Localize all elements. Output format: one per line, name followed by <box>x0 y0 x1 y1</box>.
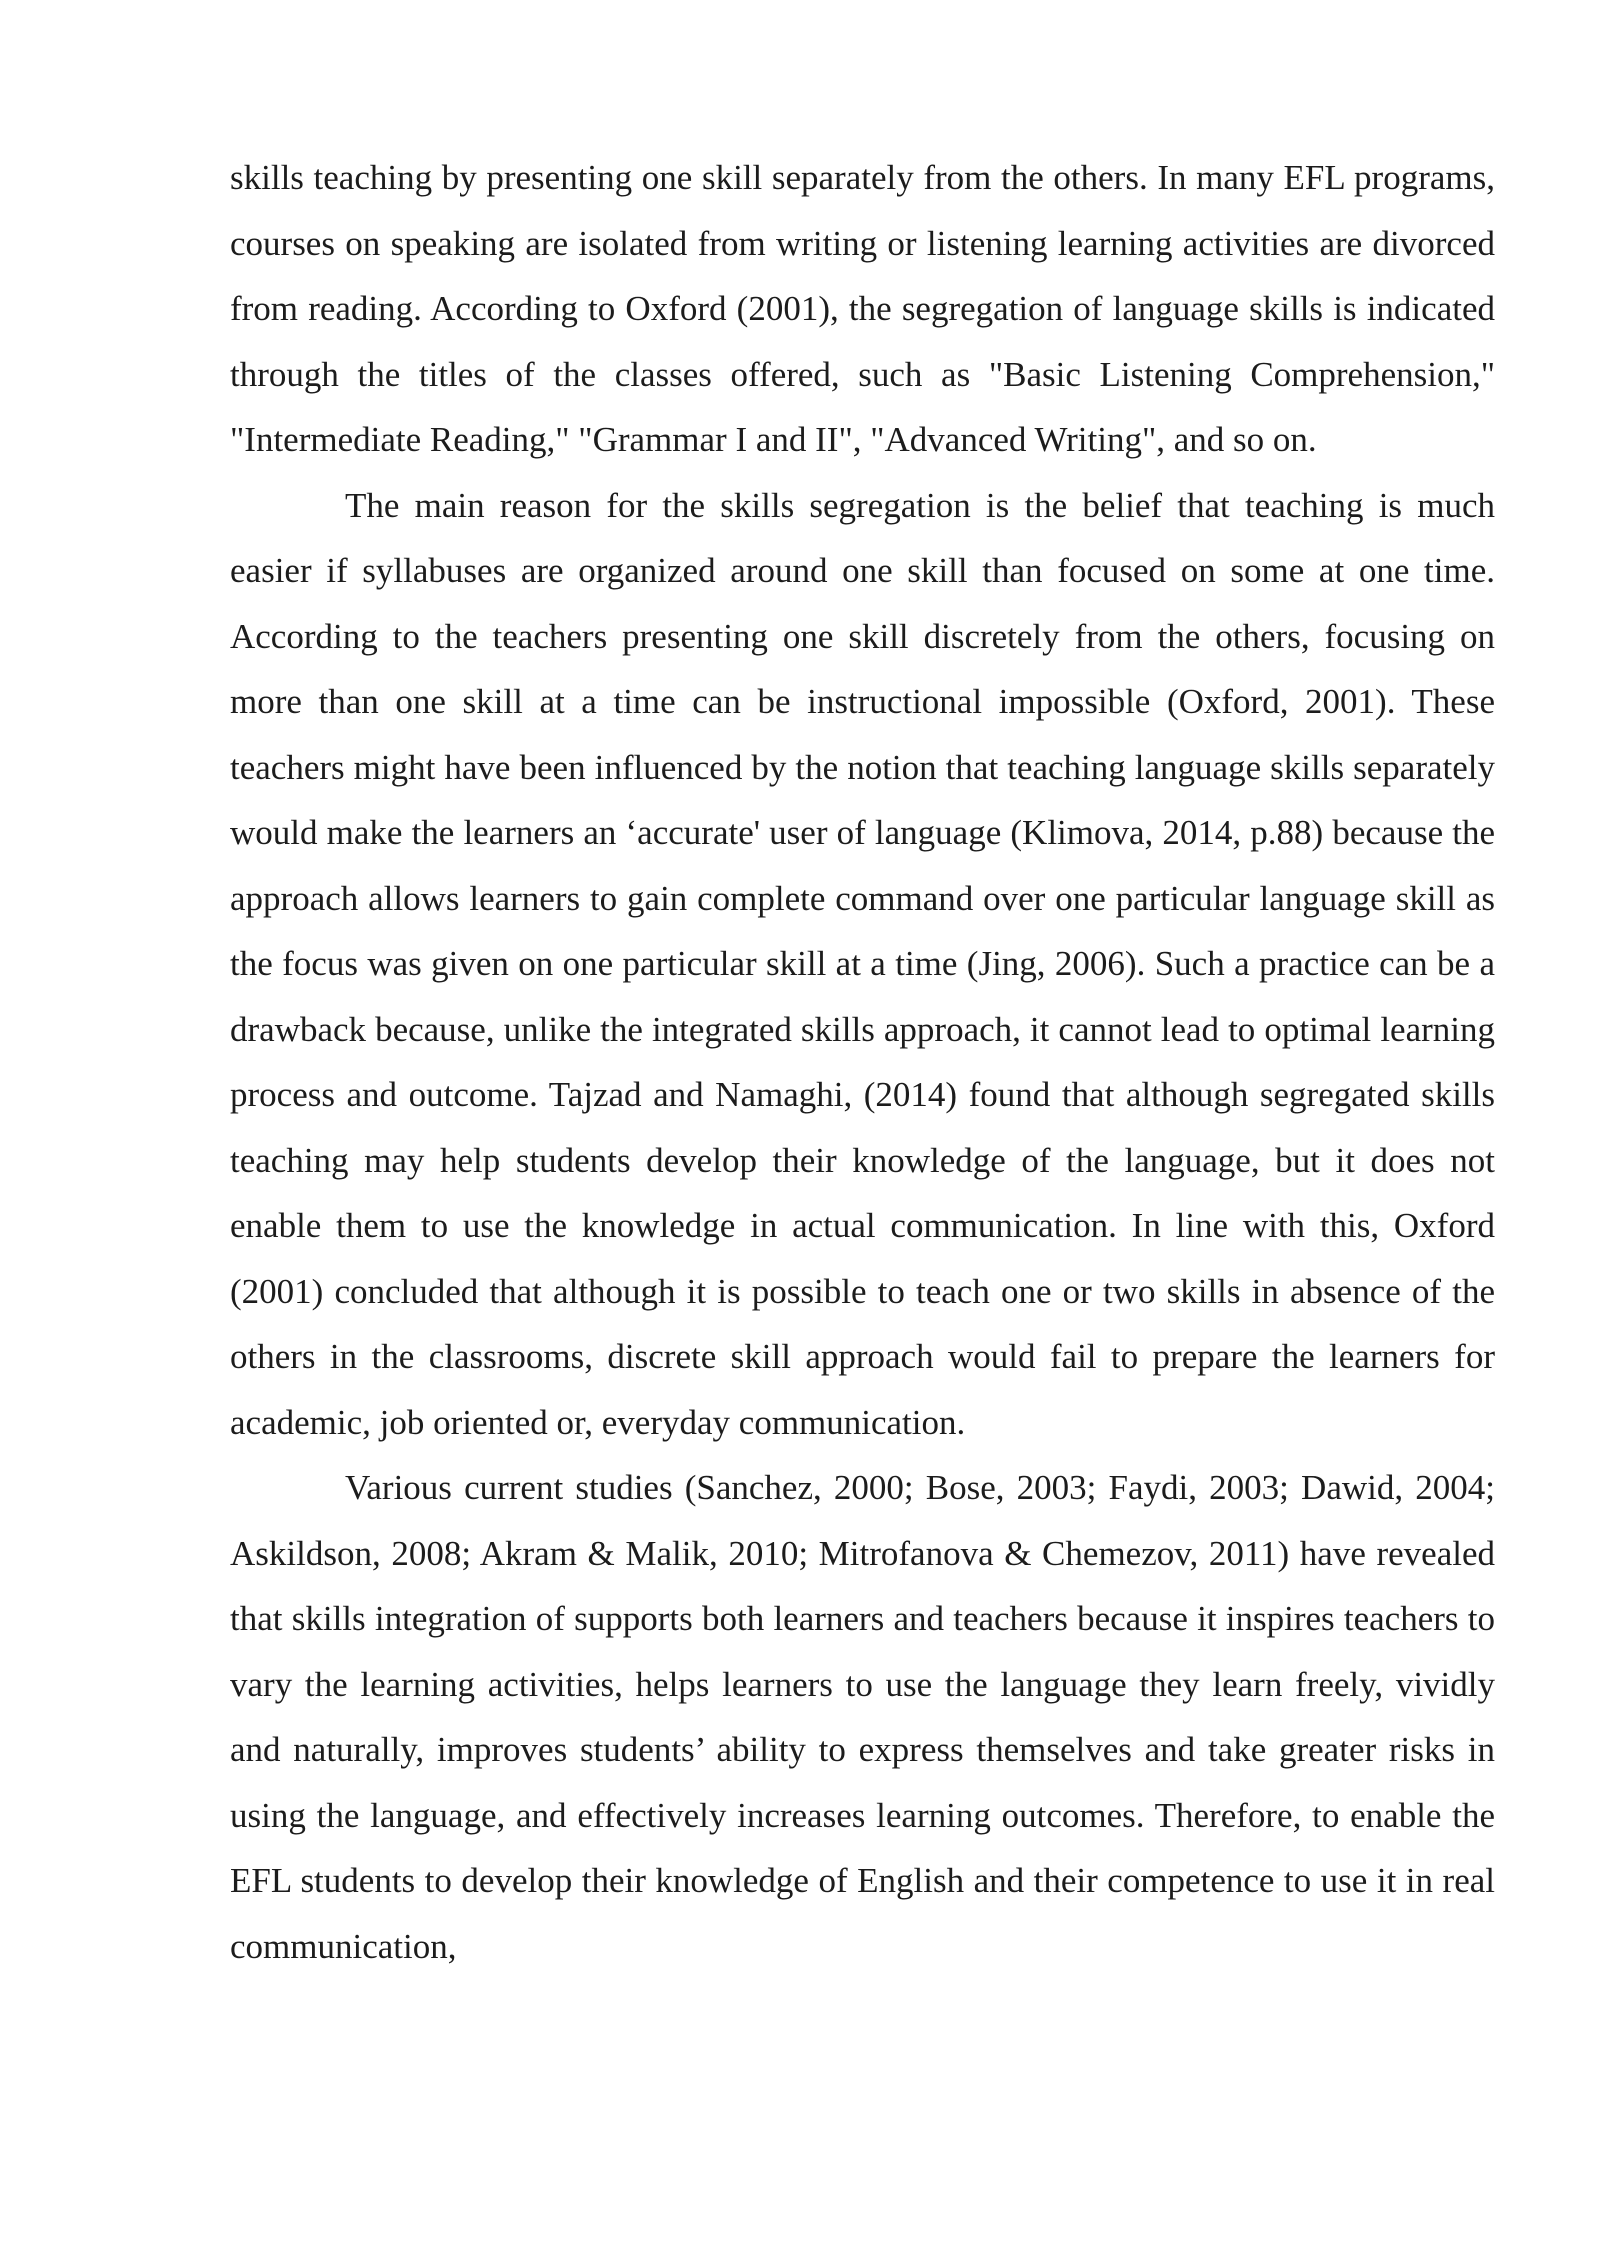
paragraph-skills-segregation: The main reason for the skills segregation is the belief that teaching is much easier if syllabuses are organized around one skill than focused on some at one time. According to the teachers presenting one skill discretely from the others, focusing on more than one skill at a time can be instructional impossible (Oxford, 2001). These teachers might have been influenced by the notion that teaching language skills separately would make the learners an ‘accurate' user of language (Klimova, 2014, p.88) because the approach allows learners to gain complete command over one particular language skill as the focus was given on one particular skill at a time (Jing, 2006). Such a practice can be a drawback because, unlike the integrated skills approach, it cannot lead to optimal learning process and outcome. Tajzad and Namaghi, (2014) found that although segregated skills teaching may help students develop their knowledge of the language, but it does not enable them to use the knowledge in actual communication. In line with this, Oxford (2001) concluded that although it is possible to teach one or two skills in absence of the others in the classrooms, discrete skill approach would fail to prepare the learners for academic, job oriented or, everyday communication. <box>230 485 1495 1442</box>
paragraph-continuation: skills teaching by presenting one skill separately from the others. In many EFL programs, courses on speaking are isolated from writing or listening learning activities are divorced from reading. According to Oxford (2001), the segregation of language skills is indicated through the titles of the classes offered, such as "Basic Listening Comprehension," "Intermediate Reading," "Grammar I and II", "Advanced Writing", and so on. <box>230 158 1495 459</box>
body-text <box>230 145 1495 1979</box>
paragraph-current-studies: Various current studies (Sanchez, 2000; Bose, 2003; Faydi, 2003; Dawid, 2004; Askildson, 2008; Akram & Malik, 2010; Mitrofanova & Chemezov, 2011) have revealed that skills integration of supports both learners and teachers because it inspires teachers to vary the learning activities, helps learners to use the language they learn freely, vividly and naturally, improves students’ ability to express themselves and take greater risks in using the language, and effectively increases learning outcomes. Therefore, to enable the EFL students to develop their knowledge of English and their competence to use it in real communication, <box>230 1468 1495 1966</box>
